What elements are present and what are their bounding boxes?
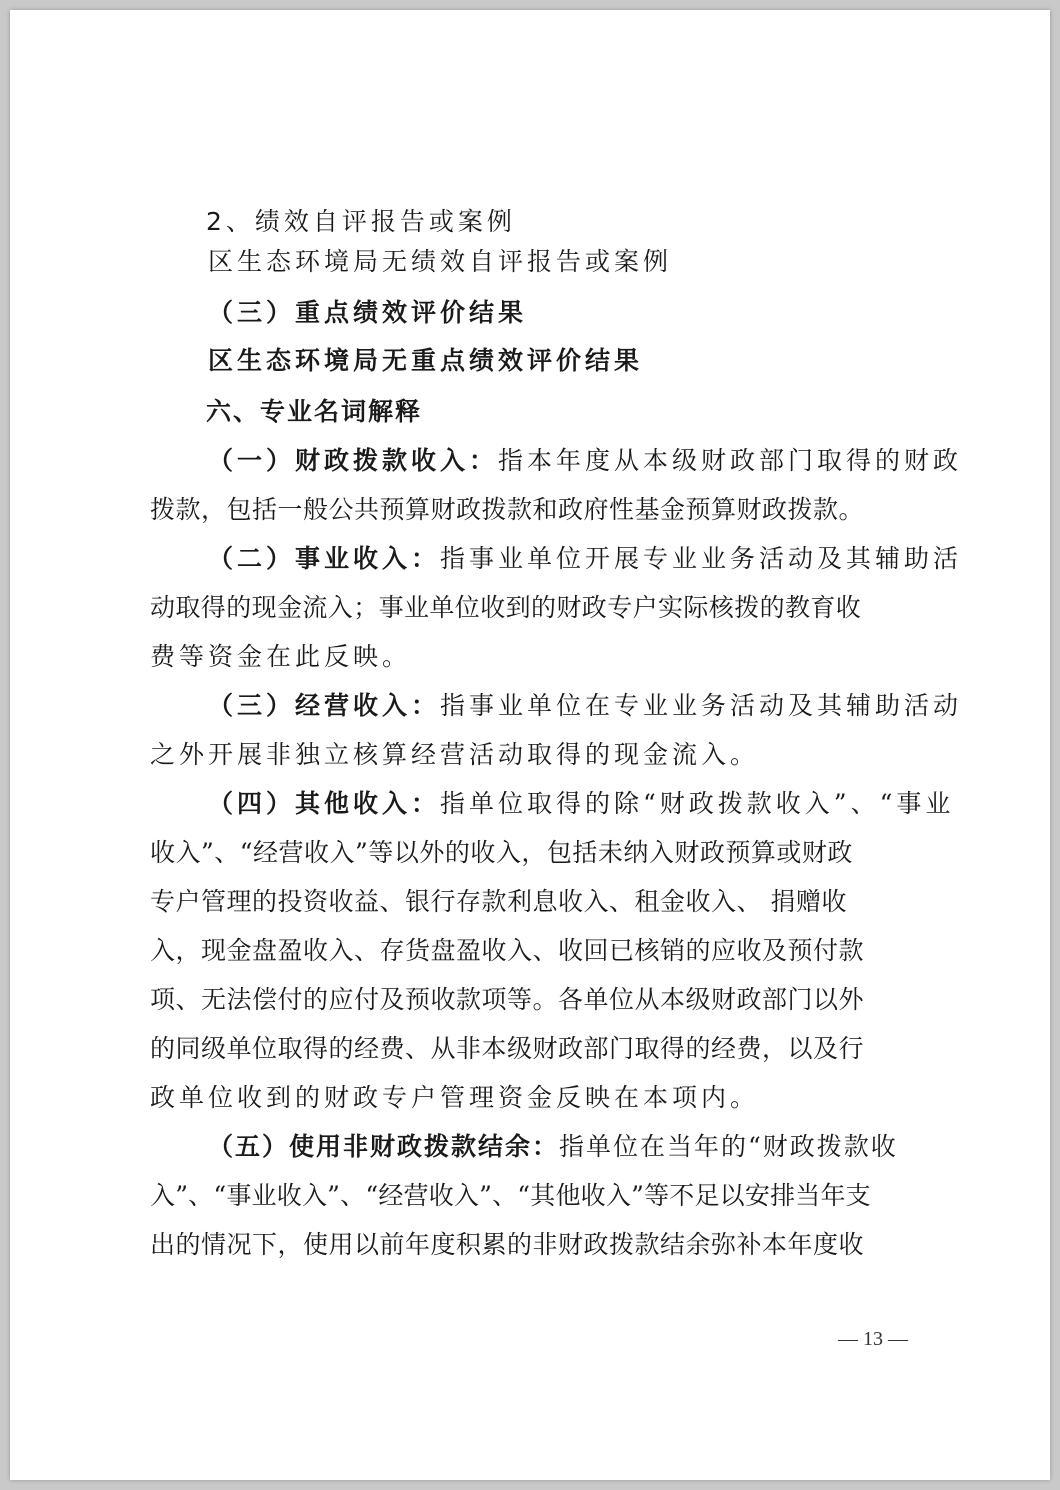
section-3-heading: （三）重点绩效评价结果 [208, 298, 528, 327]
term-5-label: （五）使用非财政拨款结余： [208, 1132, 560, 1161]
term-4-label: （四）其他收入： [208, 789, 441, 818]
term-4-line-7: 政单位收到的财政专户管理资金反映在本项内。 [150, 1083, 760, 1112]
section-2-text: 区生态环境局无绩效自评报告或案例 [208, 247, 673, 276]
term-2-line-1: 指事业单位开展专业业务活动及其辅助活 [440, 544, 963, 573]
term-1-label: （一）财政拨款收入： [208, 446, 499, 475]
term-2-first-line [208, 544, 962, 574]
term-4-line-5: 项、无法偿付的应付及预收款项等。各单位从本级财政部门以外 [150, 985, 865, 1014]
page-number: — 13 — [838, 1328, 908, 1350]
term-4-line-6: 的同级单位取得的经费、从非本级财政部门取得的经费，以及行 [150, 1034, 865, 1063]
term-2-label: （二）事业收入： [208, 544, 441, 573]
term-3-first-line [208, 691, 962, 721]
term-2-line-2: 动取得的现金流入；事业单位收到的财政专户实际核拨的教育收 [150, 593, 862, 622]
term-3-line-1: 指事业单位在专业业务活动及其辅助活动 [440, 691, 963, 720]
term-4-line-2: 收入”、“经营收入”等以外的收入，包括未纳入财政预算或财政 [150, 838, 853, 867]
term-5-line-1: 指单位在当年的“财政拨款收 [559, 1132, 898, 1161]
term-4-first-line [208, 789, 954, 819]
section-3-text: 区生态环境局无重点绩效评价结果 [208, 346, 644, 375]
term-1-line-1: 指本年度从本级财政部门取得的财政 [498, 446, 963, 475]
term-3-label: （三）经营收入： [208, 691, 441, 720]
term-5-line-3: 出的情况下，使用以前年度积累的非财政拨款结余弥补本年度收 [150, 1230, 865, 1259]
term-5-line-2: 入”、“事业收入”、“经营收入”、“其他收入”等不足以安排当年支 [150, 1181, 871, 1210]
term-4-line-4: 入，现金盘盈收入、存货盘盈收入、收回已核销的应收及预付款 [150, 936, 865, 965]
term-2-line-3: 费等资金在此反映。 [150, 642, 412, 671]
term-4-line-3: 专户管理的投资收益、银行存款利息收入、租金收入、 捐赠收 [150, 887, 847, 916]
term-1-first-line [208, 446, 962, 476]
term-1-line-2: 拨款，包括一般公共预算财政拨款和政府性基金预算财政拨款。 [150, 495, 865, 524]
term-3-line-2: 之外开展非独立核算经营活动取得的现金流入。 [150, 740, 760, 769]
section-2-heading: 2、绩效自评报告或案例 [206, 207, 516, 236]
term-5-first-line [208, 1132, 898, 1162]
term-4-line-1: 指单位取得的除“财政拨款收入”、“事业 [440, 789, 955, 818]
section-6-heading: 六、专业名词解释 [206, 397, 423, 426]
